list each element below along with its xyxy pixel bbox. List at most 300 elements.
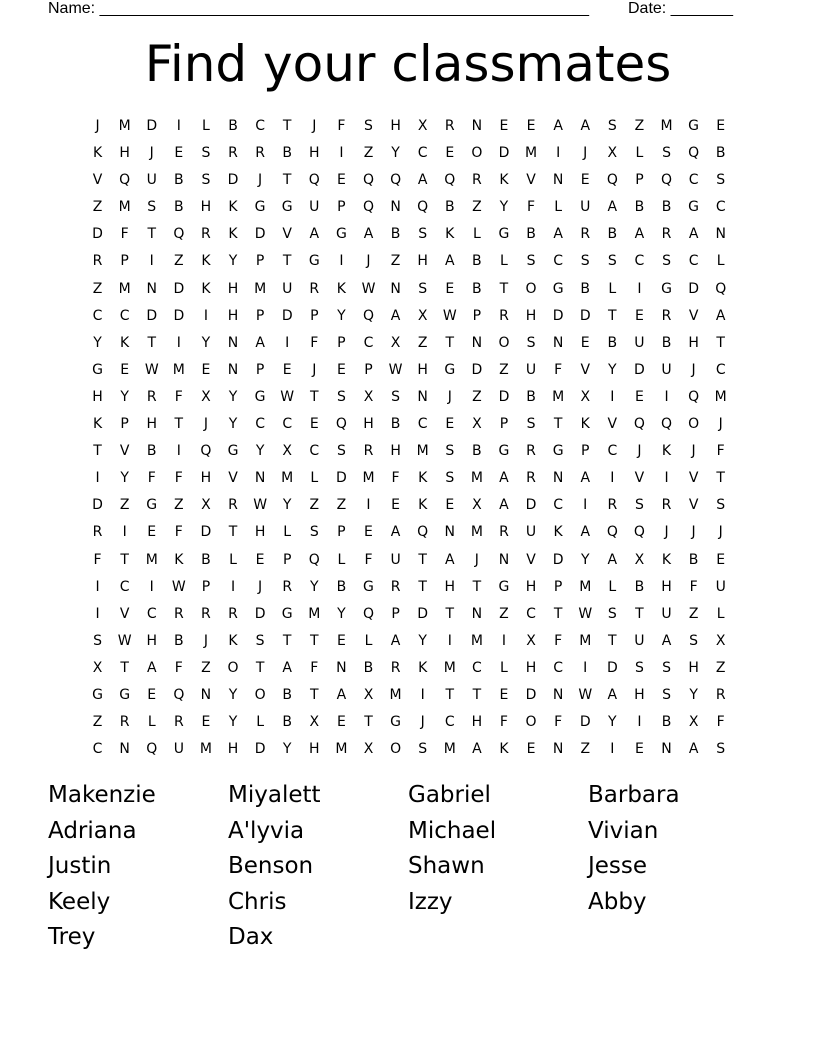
grid-letter: M xyxy=(145,551,158,568)
grid-letter: D xyxy=(173,280,185,297)
grid-letter: S xyxy=(391,388,401,405)
grid-letter: C xyxy=(444,714,455,731)
grid-letter: F xyxy=(689,578,698,595)
grid-letter: W xyxy=(578,605,593,622)
grid-letter: A xyxy=(499,497,509,514)
word-list-item: Miyalett xyxy=(228,782,321,808)
grid-letter: E xyxy=(201,361,211,378)
grid-letter: B xyxy=(282,686,292,703)
grid-letter: E xyxy=(282,361,292,378)
grid-letter: E xyxy=(445,497,455,514)
grid-row xyxy=(84,357,734,384)
grid-letter: I xyxy=(637,280,642,297)
grid-letter: R xyxy=(201,605,211,622)
grid-row xyxy=(84,303,734,330)
grid-row xyxy=(84,628,734,655)
grid-letter: Z xyxy=(580,741,591,758)
grid-letter: R xyxy=(526,443,536,460)
grid-letter: N xyxy=(390,280,401,297)
grid-letter: B xyxy=(228,118,238,134)
grid-letter: T xyxy=(364,714,373,731)
grid-letter: Z xyxy=(363,145,374,162)
grid-letter: I xyxy=(230,578,236,595)
grid-letter: O xyxy=(688,416,700,433)
grid-letter: E xyxy=(336,172,346,189)
grid-letter: H xyxy=(254,524,266,541)
word-list-item: Michael xyxy=(408,817,497,844)
grid-letter: H xyxy=(309,741,320,758)
grid-letter: L xyxy=(364,632,373,649)
word-list-item: Makenzie xyxy=(48,782,156,808)
grid-letter: G xyxy=(498,578,510,595)
grid-letter: S xyxy=(418,741,428,758)
word-list-item: Gabriel xyxy=(408,782,491,808)
grid-letter: G xyxy=(308,253,320,270)
grid-letter: Y xyxy=(120,470,129,487)
grid-letter: N xyxy=(552,334,564,351)
grid-letter: I xyxy=(176,443,181,460)
grid-letter: H xyxy=(417,361,428,378)
grid-letter: E xyxy=(201,714,211,731)
grid-letter: A xyxy=(553,226,563,243)
grid-letter: S xyxy=(93,632,102,649)
grid-letter: F xyxy=(716,443,725,460)
grid-letter: C xyxy=(553,497,564,514)
date-line: Date: _______ xyxy=(628,0,733,17)
grid-letter: R xyxy=(201,226,211,243)
grid-letter: N xyxy=(498,551,510,568)
grid-letter: R xyxy=(146,388,157,405)
grid-letter: J xyxy=(691,524,696,541)
grid-letter: D xyxy=(552,307,564,324)
grid-letter: T xyxy=(716,334,725,351)
grid-letter: P xyxy=(201,578,211,595)
grid-letter: E xyxy=(716,551,726,568)
grid-letter: E xyxy=(526,741,536,758)
grid-letter: C xyxy=(688,172,699,189)
grid-letter: Y xyxy=(228,416,238,433)
grid-letter: C xyxy=(363,334,374,351)
grid-letter: R xyxy=(607,497,618,514)
grid-letter: X xyxy=(363,388,374,405)
grid-letter: K xyxy=(499,172,509,189)
grid-letter: Y xyxy=(228,388,238,405)
grid-letter: S xyxy=(445,443,455,460)
grid-letter: R xyxy=(661,226,672,243)
grid-letter: G xyxy=(227,443,239,460)
grid-letter: Y xyxy=(310,578,319,595)
grid-letter: M xyxy=(525,145,538,162)
grid-letter: Q xyxy=(688,145,700,162)
grid-letter: B xyxy=(174,199,184,216)
grid-letter: L xyxy=(635,145,644,162)
grid-letter: Y xyxy=(93,334,102,351)
grid-letter: C xyxy=(607,443,618,460)
grid-letter: E xyxy=(336,714,346,731)
grid-letter: G xyxy=(498,226,510,243)
grid-row xyxy=(84,140,734,167)
grid-letter: B xyxy=(282,145,292,162)
grid-letter: P xyxy=(282,551,292,568)
grid-letter: P xyxy=(391,605,400,622)
grid-letter: G xyxy=(119,686,131,703)
grid-letter: D xyxy=(606,659,618,676)
grid-letter: V xyxy=(688,497,699,514)
grid-letter: R xyxy=(363,443,374,460)
grid-letter: T xyxy=(282,632,292,649)
grid-letter: J xyxy=(583,145,588,162)
grid-row xyxy=(84,492,734,519)
grid-letter: I xyxy=(366,497,371,514)
grid-letter: T xyxy=(418,551,427,568)
grid-letter: N xyxy=(471,118,483,134)
grid-letter: J xyxy=(691,361,696,378)
grid-letter: A xyxy=(580,470,591,487)
grid-letter: B xyxy=(472,280,482,297)
grid-letter: G xyxy=(688,118,700,134)
grid-row xyxy=(84,113,734,140)
grid-letter: G xyxy=(498,443,510,460)
grid-letter: S xyxy=(147,199,157,216)
grid-letter: R xyxy=(471,172,482,189)
grid-letter: F xyxy=(174,388,183,405)
grid-letter: D xyxy=(200,524,212,541)
grid-letter: C xyxy=(92,741,103,758)
grid-letter: E xyxy=(120,361,130,378)
grid-letter: G xyxy=(444,361,456,378)
grid-letter: A xyxy=(417,172,428,189)
grid-row xyxy=(84,384,734,411)
grid-letter: J xyxy=(149,145,154,162)
grid-letter: K xyxy=(228,199,238,216)
grid-letter: A xyxy=(444,551,455,568)
grid-letter: R xyxy=(444,118,455,134)
grid-letter: D xyxy=(525,497,537,514)
grid-letter: E xyxy=(445,280,455,297)
grid-letter: T xyxy=(228,524,238,541)
grid-letter: U xyxy=(661,605,672,622)
grid-letter: T xyxy=(174,416,184,433)
grid-letter: Q xyxy=(633,524,645,541)
grid-letter: D xyxy=(92,226,103,243)
grid-letter: T xyxy=(282,118,292,134)
grid-letter: T xyxy=(445,334,455,351)
grid-row xyxy=(84,438,734,465)
grid-letter: D xyxy=(92,497,103,514)
grid-letter: U xyxy=(715,578,726,595)
grid-letter: L xyxy=(283,524,292,541)
grid-row xyxy=(84,547,734,574)
grid-letter: P xyxy=(310,307,319,324)
grid-letter: Q xyxy=(417,199,429,216)
grid-letter: G xyxy=(363,578,374,595)
grid-letter: B xyxy=(336,578,347,595)
grid-letter: G xyxy=(281,199,293,216)
grid-letter: W xyxy=(578,686,593,703)
grid-letter: V xyxy=(119,605,130,622)
grid-letter: M xyxy=(308,605,321,622)
grid-letter: J xyxy=(718,524,723,541)
grid-letter: X xyxy=(688,714,699,731)
grid-letter: T xyxy=(147,226,157,243)
grid-letter: P xyxy=(337,334,346,351)
grid-letter: T xyxy=(445,605,455,622)
grid-letter: H xyxy=(634,686,645,703)
grid-letter: C xyxy=(119,578,130,595)
grid-letter: X xyxy=(472,497,482,514)
grid-letter: M xyxy=(335,741,348,758)
grid-letter: L xyxy=(472,226,481,243)
grid-letter: C xyxy=(309,443,320,460)
grid-row xyxy=(84,655,734,682)
grid-letter: S xyxy=(716,741,726,758)
grid-letter: L xyxy=(310,470,319,487)
grid-letter: Q xyxy=(173,226,185,243)
grid-letter: I xyxy=(149,253,154,270)
grid-letter: R xyxy=(119,714,130,731)
grid-letter: H xyxy=(525,578,537,595)
grid-letter: R xyxy=(499,307,509,324)
grid-letter: R xyxy=(309,280,320,297)
grid-letter: V xyxy=(607,416,618,433)
grid-letter: K xyxy=(120,334,130,351)
grid-letter: S xyxy=(634,497,644,514)
grid-letter: G xyxy=(390,714,401,731)
grid-letter: T xyxy=(310,686,319,703)
grid-letter: D xyxy=(227,172,239,189)
grid-letter: D xyxy=(254,226,266,243)
grid-letter: S xyxy=(526,253,536,270)
grid-letter: V xyxy=(119,443,130,460)
grid-letter: H xyxy=(146,416,157,433)
grid-letter: A xyxy=(580,524,591,541)
grid-letter: L xyxy=(337,551,346,568)
grid-letter: S xyxy=(607,253,617,270)
grid-letter: X xyxy=(417,307,428,324)
grid-letter: C xyxy=(119,307,130,324)
grid-letter: A xyxy=(688,226,699,243)
grid-letter: M xyxy=(362,470,375,487)
grid-letter: J xyxy=(312,118,317,134)
grid-letter: I xyxy=(149,578,154,595)
grid-letter: B xyxy=(146,443,157,460)
grid-letter: C xyxy=(688,253,699,270)
grid-letter: B xyxy=(607,334,618,351)
grid-letter: E xyxy=(634,388,644,405)
grid-letter: Z xyxy=(499,605,509,622)
grid-letter: A xyxy=(607,199,618,216)
grid-letter: G xyxy=(92,686,103,703)
grid-letter: Q xyxy=(417,524,429,541)
grid-letter: C xyxy=(417,416,428,433)
grid-letter: B xyxy=(688,551,699,568)
grid-letter: Q xyxy=(661,416,673,433)
grid-letter: M xyxy=(118,199,131,216)
grid-letter: S xyxy=(662,145,671,162)
grid-letter: Z xyxy=(174,497,184,514)
grid-row xyxy=(84,465,734,492)
grid-letter: W xyxy=(253,497,268,514)
grid-letter: B xyxy=(661,199,672,216)
grid-letter: D xyxy=(688,280,699,297)
grid-letter: K xyxy=(201,253,211,270)
grid-letter: R xyxy=(228,497,238,514)
grid-letter: Q xyxy=(335,416,347,433)
grid-letter: E xyxy=(716,118,726,134)
grid-letter: T xyxy=(553,605,563,622)
grid-letter: B xyxy=(661,334,672,351)
grid-letter: T xyxy=(93,443,102,460)
grid-letter: P xyxy=(337,199,346,216)
grid-letter: J xyxy=(312,361,317,378)
grid-letter: W xyxy=(171,578,186,595)
grid-letter: P xyxy=(337,524,346,541)
grid-letter: J xyxy=(718,416,723,433)
grid-letter: B xyxy=(174,172,184,189)
grid-row xyxy=(84,276,734,303)
grid-letter: Q xyxy=(362,172,374,189)
grid-letter: E xyxy=(445,145,455,162)
grid-letter: F xyxy=(527,199,536,216)
grid-letter: E xyxy=(580,334,590,351)
grid-letter: J xyxy=(474,551,479,568)
grid-letter: I xyxy=(339,253,344,270)
grid-letter: Q xyxy=(606,172,618,189)
grid-letter: T xyxy=(472,578,482,595)
grid-letter: A xyxy=(661,632,672,649)
grid-letter: D xyxy=(254,741,266,758)
grid-letter: M xyxy=(470,524,483,541)
grid-letter: H xyxy=(525,659,537,676)
grid-row xyxy=(84,194,734,221)
grid-row xyxy=(84,736,734,763)
word-list-item: Keely xyxy=(48,888,111,915)
grid-letter: I xyxy=(95,470,100,487)
grid-letter: S xyxy=(634,659,644,676)
grid-letter: H xyxy=(525,307,537,324)
grid-row xyxy=(84,221,734,248)
grid-letter: H xyxy=(227,307,239,324)
name-line: Name: _______________________________________________________ xyxy=(48,0,589,17)
grid-row xyxy=(84,709,734,736)
grid-letter: I xyxy=(501,632,507,649)
grid-letter: Y xyxy=(228,253,238,270)
grid-letter: E xyxy=(174,145,184,162)
grid-letter: A xyxy=(472,741,482,758)
grid-letter: X xyxy=(417,118,428,134)
grid-letter: D xyxy=(579,307,591,324)
grid-letter: I xyxy=(610,470,615,487)
grid-letter: D xyxy=(173,307,185,324)
grid-letter: M xyxy=(660,118,673,134)
grid-letter: B xyxy=(580,280,591,297)
grid-letter: P xyxy=(255,253,265,270)
grid-letter: S xyxy=(364,118,373,134)
grid-letter: T xyxy=(553,416,563,433)
grid-letter: C xyxy=(146,605,157,622)
grid-letter: E xyxy=(499,686,509,703)
grid-letter: M xyxy=(254,280,267,297)
grid-letter: Q xyxy=(390,172,402,189)
grid-letter: K xyxy=(418,659,428,676)
grid-letter: A xyxy=(444,253,455,270)
grid-letter: N xyxy=(715,226,726,243)
grid-letter: Y xyxy=(689,686,698,703)
grid-letter: S xyxy=(309,524,319,541)
grid-letter: D xyxy=(281,307,293,324)
grid-letter: I xyxy=(420,686,425,703)
grid-letter: P xyxy=(553,578,563,595)
grid-letter: H xyxy=(92,388,103,405)
grid-letter: I xyxy=(95,578,100,595)
grid-row xyxy=(84,330,734,357)
grid-letter: L xyxy=(608,578,617,595)
grid-letter: T xyxy=(608,307,617,324)
grid-letter: Y xyxy=(337,605,346,622)
grid-letter: S xyxy=(201,172,211,189)
grid-letter: E xyxy=(147,524,157,541)
grid-letter: I xyxy=(203,307,208,324)
grid-letter: R xyxy=(580,226,591,243)
grid-letter: Q xyxy=(308,551,320,568)
word-list-item: Izzy xyxy=(408,888,453,915)
grid-letter: G xyxy=(552,280,564,297)
grid-letter: C xyxy=(255,118,265,134)
grid-letter: F xyxy=(554,361,563,378)
grid-letter: I xyxy=(583,497,588,514)
grid-letter: Y xyxy=(580,551,590,568)
grid-letter: R xyxy=(282,578,293,595)
grid-letter: X xyxy=(201,388,211,405)
grid-letter: K xyxy=(228,632,238,649)
grid-letter: N xyxy=(200,686,212,703)
grid-letter: J xyxy=(203,632,208,649)
grid-letter: R xyxy=(255,145,265,162)
grid-letter: H xyxy=(200,199,212,216)
grid-letter: W xyxy=(361,280,376,297)
grid-letter: B xyxy=(390,226,401,243)
grid-letter: N xyxy=(417,388,428,405)
grid-letter: L xyxy=(147,714,156,731)
grid-letter: J xyxy=(691,443,696,460)
grid-letter: X xyxy=(282,443,292,460)
word-list-item: Barbara xyxy=(588,782,680,808)
grid-letter: W xyxy=(442,307,457,324)
grid-letter: H xyxy=(688,659,699,676)
grid-letter: I xyxy=(664,470,669,487)
grid-letter: L xyxy=(716,605,725,622)
grid-letter: B xyxy=(390,416,401,433)
grid-letter: Y xyxy=(391,145,400,162)
grid-letter: S xyxy=(607,605,617,622)
grid-letter: K xyxy=(174,551,184,568)
grid-letter: K xyxy=(418,470,428,487)
grid-letter: Q xyxy=(362,199,374,216)
grid-row xyxy=(84,411,734,438)
grid-letter: X xyxy=(309,714,320,731)
grid-letter: P xyxy=(499,416,509,433)
grid-letter: S xyxy=(716,497,726,514)
grid-letter: T xyxy=(310,632,319,649)
grid-letter: X xyxy=(580,388,591,405)
grid-letter: O xyxy=(498,334,510,351)
grid-letter: N xyxy=(552,686,564,703)
grid-letter: H xyxy=(417,253,428,270)
grid-letter: U xyxy=(173,741,184,758)
grid-letter: P xyxy=(364,361,373,378)
grid-letter: Z xyxy=(472,388,482,405)
grid-letter: Q xyxy=(308,172,320,189)
